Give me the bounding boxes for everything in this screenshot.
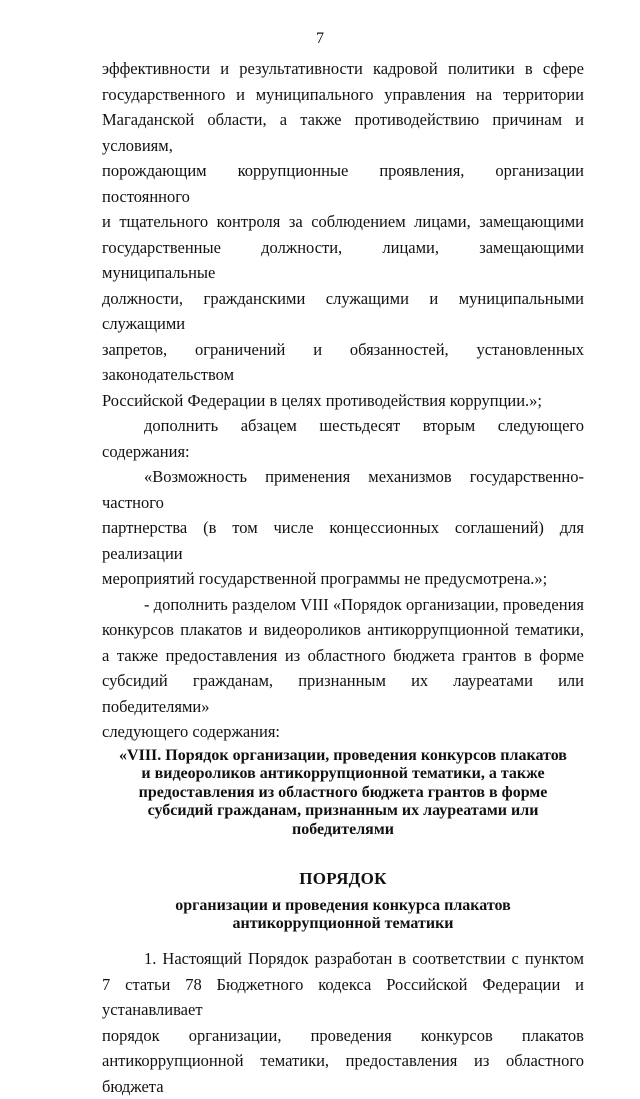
word: порядок — [102, 1025, 160, 1045]
section-heading — [102, 747, 584, 840]
text-line: антикоррупционной тематики, предоставления из областного бюджета — [102, 1051, 584, 1096]
paragraph-continuation — [102, 56, 584, 413]
text-line: государственные должности, лицами, замещающими муниципальные — [102, 237, 584, 282]
heading-line: победителями — [292, 820, 394, 838]
paragraph-add-section — [102, 592, 584, 745]
word: организации, — [188, 1025, 282, 1045]
paragraph-amendment: дополнить абзацем шестьдесят вторым следующего содержания: — [102, 416, 584, 461]
heading-line: предоставления из областного бюджета грантов в форме — [138, 783, 548, 801]
heading-line: «VIII. Порядок организации, проведения конкурсов плакатов — [119, 746, 567, 764]
text-line: запретов, ограничений и обязанностей, установленных законодательством — [102, 339, 584, 384]
heading-line: субсидий гражданам, признанным их лауреатами или — [147, 802, 539, 819]
clause-1 — [102, 946, 584, 1099]
word: плакатов — [521, 1025, 584, 1045]
text-line: следующего содержания: — [102, 722, 281, 741]
word: конкурсов — [420, 1025, 493, 1045]
text-line: мероприятий государственной программы не предусмотрена.»; — [102, 569, 548, 588]
text-line: порождающим коррупционные проявления, организации постоянного — [102, 161, 584, 206]
text-line: и тщательного контроля за соблюдением лицами, замещающими — [102, 212, 584, 231]
text-line: Магаданской области, а также противодействию причинам и условиям, — [102, 110, 584, 155]
word: проведения — [310, 1025, 392, 1045]
text-line: Российской Федерации в целях противодействия коррупции.»; — [102, 390, 543, 410]
text-line: - дополнить разделом VIII «Порядок организации, проведения — [144, 594, 584, 614]
document-title: ПОРЯДОК — [299, 869, 387, 888]
text-line: 7 статьи 78 Бюджетного кодекса Российской Федерации и устанавливает — [102, 974, 584, 1019]
text-line: партнерства (в том числе концессионных соглашений) для реализации — [102, 518, 584, 563]
subtitle-line: антикоррупционной тематики — [232, 915, 454, 932]
text-line: должности, гражданскими служащими и муниципальными служащими — [102, 288, 584, 333]
text-line: а также предоставления из областного бюджета грантов в форме — [102, 645, 584, 665]
text-line: «Возможность применения механизмов государственно-частного — [102, 467, 584, 512]
page-number: 7 — [316, 30, 324, 47]
document-body — [102, 56, 584, 1099]
text-line: государственного и муниципального управления на территории — [102, 84, 584, 104]
document-subtitle — [102, 897, 584, 933]
text-line-spread — [102, 1023, 584, 1049]
subtitle-line: организации и проведения конкурса плакатов — [175, 897, 511, 914]
text-line: конкурсов плакатов и видеороликов антикоррупционной тематики, — [102, 620, 584, 639]
text-line: субсидий гражданам, признанным их лауреатами или победителями» — [102, 671, 584, 716]
paragraph-quote — [102, 464, 584, 592]
text-line: эффективности и результативности кадровой политики в сфере — [102, 59, 584, 78]
text-line: 1. Настоящий Порядок разработан в соответствии с пунктом — [144, 949, 584, 968]
heading-line: и видеороликов антикоррупционной тематики, а также — [141, 765, 545, 782]
